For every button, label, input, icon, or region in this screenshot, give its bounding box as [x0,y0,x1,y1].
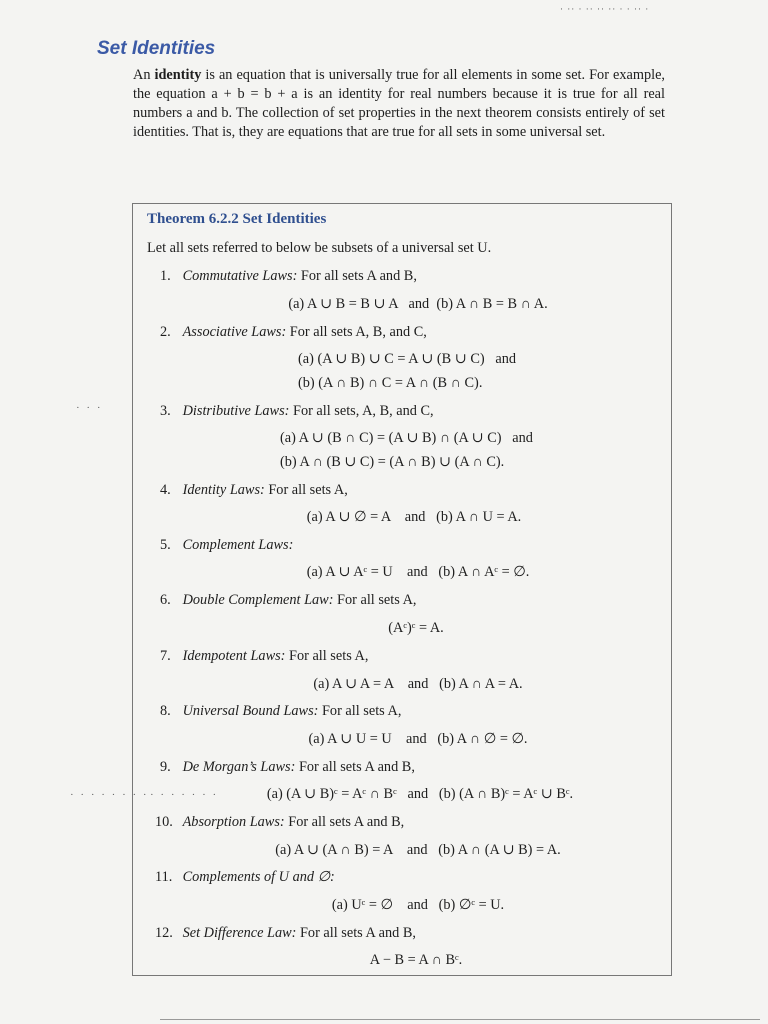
law-7-heading [160,648,368,665]
law-text: For all sets A, [318,703,402,719]
intro-text-rest: is an equation that is universally true for all elements in some set. For example, the equation a + b = b + a is an identity for real numbers because it is true for all real numbers a and b. The collection of set properties in the next theorem consists entirely of set identities. That is, they are equations that are true for all sets in some universal set. [133,67,665,140]
law-text: For all sets A and B, [284,814,405,830]
law-name: Commutative Laws: [182,268,298,284]
law-6-heading [160,592,417,609]
margin-dots-inner: · · · · · · · [150,789,219,801]
law-text: For all sets A, [333,592,417,608]
law-11-formula-a: (a) Uᶜ = ∅ and (b) ∅ᶜ = U. [331,897,505,913]
law-number: 7. [160,648,171,664]
margin-dots-left: · · · [76,402,103,414]
law-number: 3. [160,403,171,419]
law-8-heading [160,703,401,720]
law-name: Identity Laws: [182,482,265,498]
running-head: · ·· · ·· ·· ·· · · ·· · [560,4,650,14]
law-9-heading [160,759,415,776]
law-text: For all sets A, [285,648,369,664]
law-3-formula-a: (a) A ∪ (B ∩ C) = (A ∪ B) ∩ (A ∪ C) and [280,430,533,446]
law-text: For all sets A and B, [295,759,415,775]
theorem-preamble: Let all sets referred to below be subsets of a universal set U. [147,240,492,256]
law-number: 12. [155,925,173,941]
law-4-formula-a: (a) A ∪ ∅ = A and (b) A ∩ U = A. [306,509,522,525]
law-text: For all sets, A, B, and C, [289,403,434,419]
margin-dots: · · · · · · · · [70,789,149,801]
law-10-formula-a: (a) A ∪ (A ∩ B) = A and (b) A ∩ (A ∪ B) = A. [275,842,561,858]
law-1-formula-a: (a) A ∪ B = B ∪ A and (b) A ∩ B = B ∩ A. [288,296,548,312]
law-name: Double Complement Law: [182,592,334,608]
intro-text-start: An [133,67,155,83]
law-9-formula-a: (a) (A ∪ B)ᶜ = Aᶜ ∩ Bᶜ and (b) (A ∩ B)ᶜ = Aᶜ ∪ Bᶜ. [266,786,574,802]
law-3-formula-b: (b) A ∩ (B ∪ C) = (A ∩ B) ∪ (A ∩ C). [280,454,505,470]
law-12-heading [155,925,416,942]
law-name: Distributive Laws: [182,403,290,419]
law-12-formula-a: A − B = A ∩ Bᶜ. [369,952,463,968]
law-2-formula-b: (b) (A ∩ B) ∩ C = A ∩ (B ∩ C). [298,375,483,391]
theorem-box [132,203,672,976]
law-10-heading [155,814,404,831]
law-number: 4. [160,482,171,498]
law-1-heading [160,268,417,285]
law-3-heading [160,403,434,420]
law-name: Complements of U and ∅: [182,869,335,885]
law-5-heading [160,537,293,554]
law-5-formula-a: (a) A ∪ Aᶜ = U and (b) A ∩ Aᶜ = ∅. [306,564,530,580]
law-8-formula-a: (a) A ∪ U = U and (b) A ∩ ∅ = ∅. [308,731,528,747]
theorem-title: Theorem 6.2.2 Set Identities [147,211,327,227]
law-name: Set Difference Law: [182,925,297,941]
law-text: For all sets A, B, and C, [286,324,427,340]
law-6-formula-a: (Aᶜ)ᶜ = A. [388,620,444,636]
law-number: 10. [155,814,173,830]
law-number: 5. [160,537,171,553]
law-text: For all sets A and B, [297,268,417,284]
law-7-formula-a: (a) A ∪ A = A and (b) A ∩ A = A. [313,676,523,692]
law-4-heading [160,482,348,499]
law-2-heading [160,324,427,341]
intro-term: identity [154,67,202,83]
law-number: 1. [160,268,171,284]
law-name: Absorption Laws: [182,814,285,830]
section-title: Set Identities [97,38,216,59]
law-number: 6. [160,592,171,608]
law-name: Complement Laws: [182,537,294,553]
law-11-heading [155,869,335,886]
law-text: For all sets A, [264,482,348,498]
law-name: De Morgan’s Laws: [182,759,296,775]
law-name: Universal Bound Laws: [182,703,319,719]
law-number: 8. [160,703,171,719]
law-number: 11. [155,869,173,885]
law-name: Associative Laws: [182,324,287,340]
intro-paragraph [133,66,665,142]
bottom-rule [160,1019,760,1020]
law-number: 2. [160,324,171,340]
law-name: Idempotent Laws: [182,648,286,664]
law-text: For all sets A and B, [296,925,416,941]
law-number: 9. [160,759,171,775]
law-2-formula-a: (a) (A ∪ B) ∪ C = A ∪ (B ∪ C) and [298,351,516,367]
